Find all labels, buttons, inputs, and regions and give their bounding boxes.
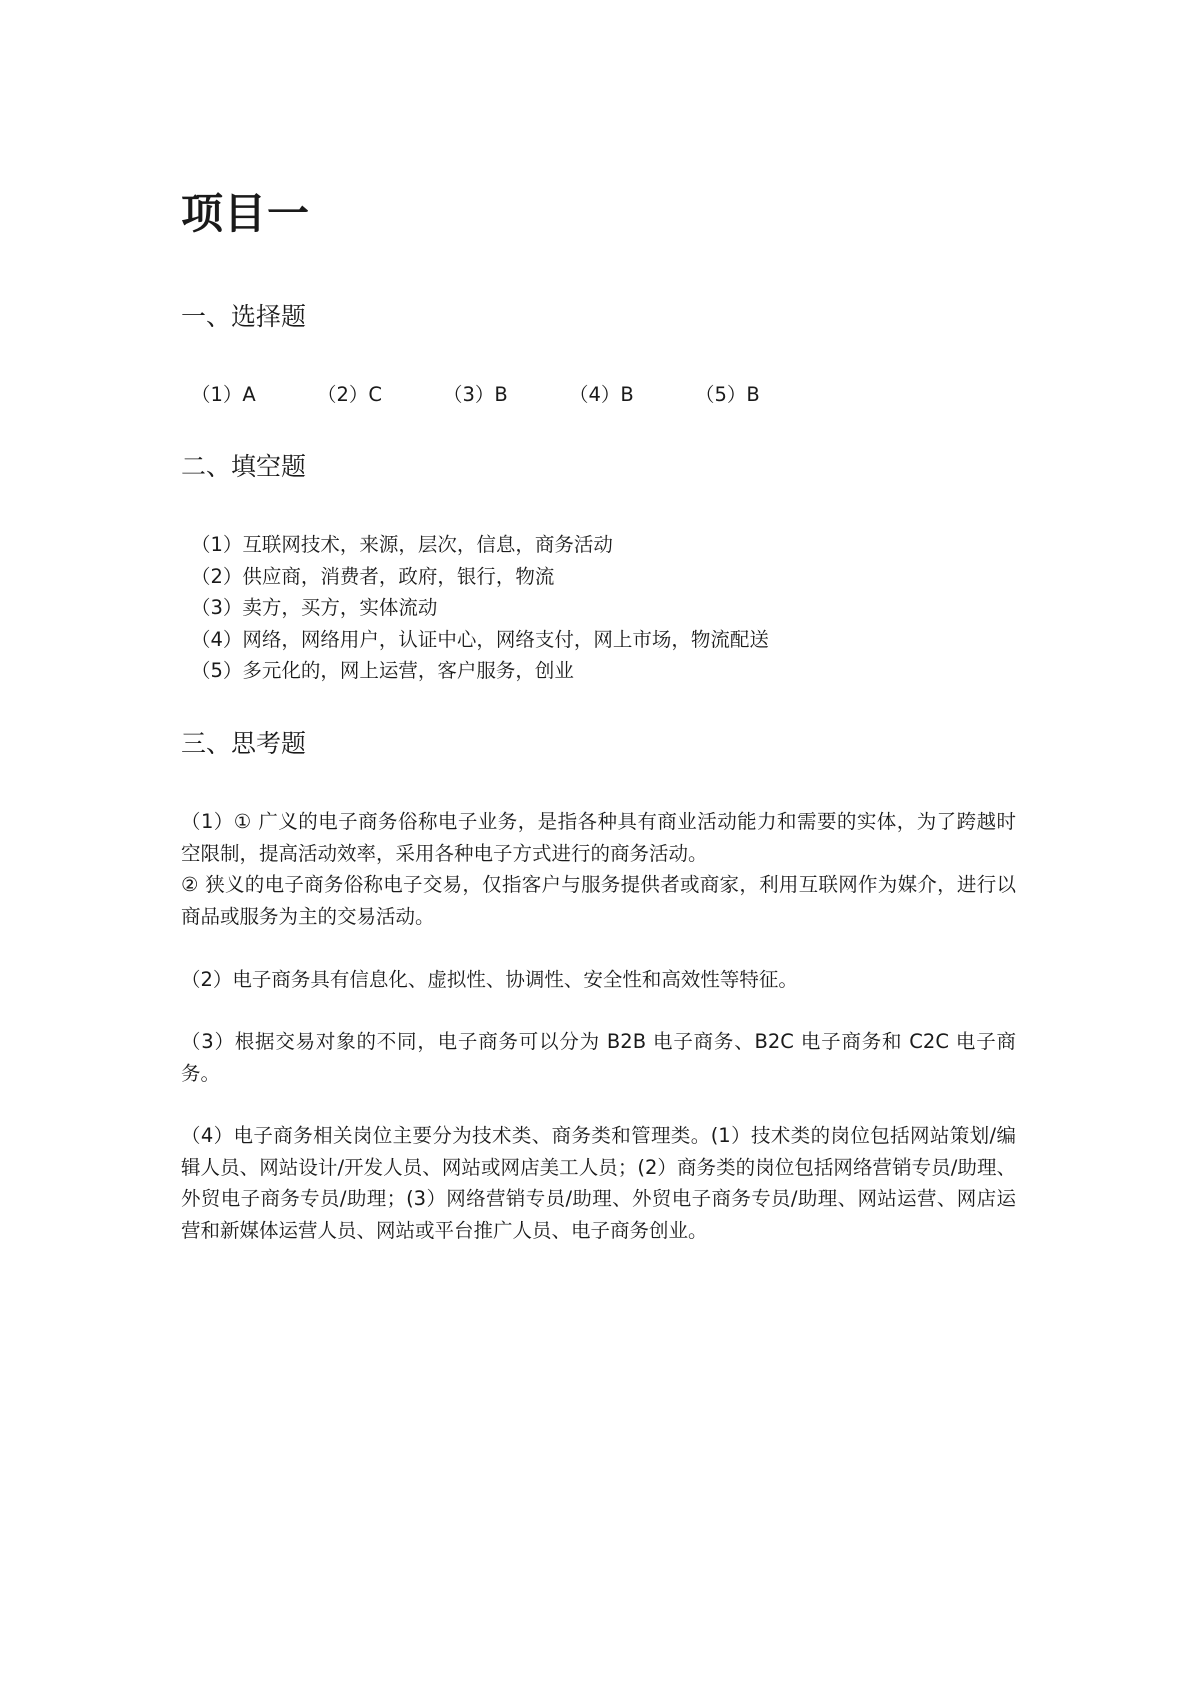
fill-answer: （4）网络，网络用户，认证中心，网络支付，网上市场，物流配送 [191,627,769,651]
fill-answer: （3）卖方，买方，实体流动 [191,596,438,619]
answer-q4: （4）电子商务相关岗位主要分为技术类、商务类和管理类。(1）技术类的岗位包括网站策划/编辑人员、网站设计/开发人员、网站或网店美工人员；(2）商务类的岗位包括网络营销专员/助理、外贸电子商务专员/助理；(3）网络营销专员/助理、外贸电子商务专员/助理、网站运营、网店运营和新媒体运营人员、网站或平台推广人员、电子商务创业。 [181,1124,1016,1242]
answer-q1-part1: （1）① 广义的电子商务俗称电子业务，是指各种具有商业活动能力和需要的实体，为了跨越时空限制，提高活动效率，采用各种电子方式进行的商务活动。 [181,810,1016,865]
document-title: 项目一 [181,189,311,238]
choice-answer: （1）A [191,383,256,406]
section-heading-thinking: 三、思考题 [181,729,307,758]
answer-q2: （2）电子商务具有信息化、虚拟性、协调性、安全性和高效性等特征。 [181,968,798,991]
fill-answer: （1）互联网技术，来源，层次，信息，商务活动 [191,533,613,556]
section-heading-choice: 一、选择题 [181,302,307,331]
choice-answer: （2）C [317,383,383,406]
answer-q1-part2: ② 狭义的电子商务俗称电子交易，仅指客户与服务提供者或商家，利用互联网作为媒介，进行以商品或服务为主的交易活动。 [181,873,1016,928]
section-heading-fill: 二、填空题 [181,452,307,481]
choice-answer: （3）B [443,383,508,406]
choice-answer: （4）B [569,383,634,406]
fill-answers [191,529,769,687]
fill-answer: （2）供应商，消费者，政府，银行，物流 [191,564,555,588]
answer-q3: （3）根据交易对象的不同，电子商务可以分为 B2B 电子商务、B2C 电子商务和 C2C 电子商务。 [181,1030,1016,1085]
fill-answer: （5）多元化的，网上运营，客户服务，创业 [191,659,574,682]
choice-answer: （5）B [695,383,760,406]
